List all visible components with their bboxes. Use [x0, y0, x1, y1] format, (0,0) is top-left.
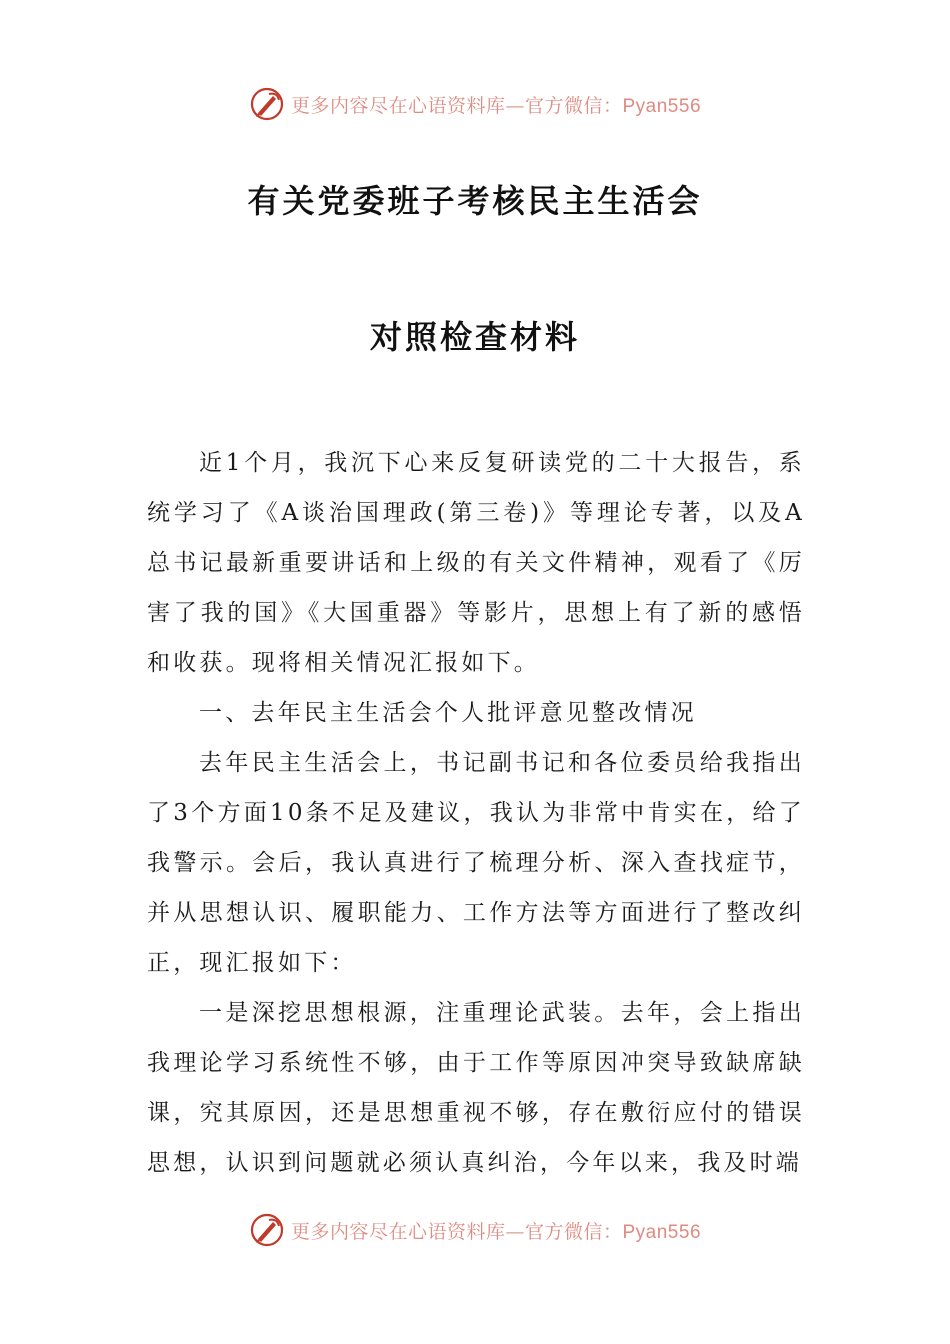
pen-logo-icon: [249, 86, 285, 122]
document-title-line1: 有关党委班子考核民主生活会: [247, 182, 703, 220]
watermark-text: 更多内容尽在心语资料库—官方微信：Pyan556: [290, 1220, 702, 1243]
paragraph-intro: 近1个月，我沉下心来反复研读党的二十大报告，系统学习了《A谈治国理政(第三卷)》等理论专著，以及A总书记最新重要讲话和上级的有关文件精神，观看了《厉害了我的国》《大国重器》等影片，思想上有了新的感悟和收获。现将相关情况汇报如下。: [147, 450, 805, 676]
watermark-text: 更多内容尽在心语资料库—官方微信：Pyan556: [290, 94, 702, 117]
document-title-line2: 对照检查材料: [369, 318, 580, 356]
watermark-header: [0, 84, 950, 124]
pen-logo-icon: [249, 1212, 285, 1248]
section-heading: 一、去年民主生活会个人批评意见整改情况: [199, 700, 697, 726]
watermark-footer: [0, 1210, 950, 1250]
paragraph-point-one: 一是深挖思想根源，注重理论武装。去年，会上指出我理论学习系统性不够，由于工作等原因冲突导致缺席缺课，究其原因，还是思想重视不够，存在敷衍应付的错误思想，认识到问题就必须认真纠治，今年以来，我及时端: [147, 1000, 805, 1176]
document-body: [147, 438, 805, 1188]
paragraph-feedback: 去年民主生活会上，书记副书记和各位委员给我指出了3个方面10条不足及建议，我认为非常中肯实在，给了我警示。会后，我认真进行了梳理分析、深入查找症节，并从思想认识、履职能力、工作方法等方面进行了整改纠正，现汇报如下：: [147, 750, 805, 976]
